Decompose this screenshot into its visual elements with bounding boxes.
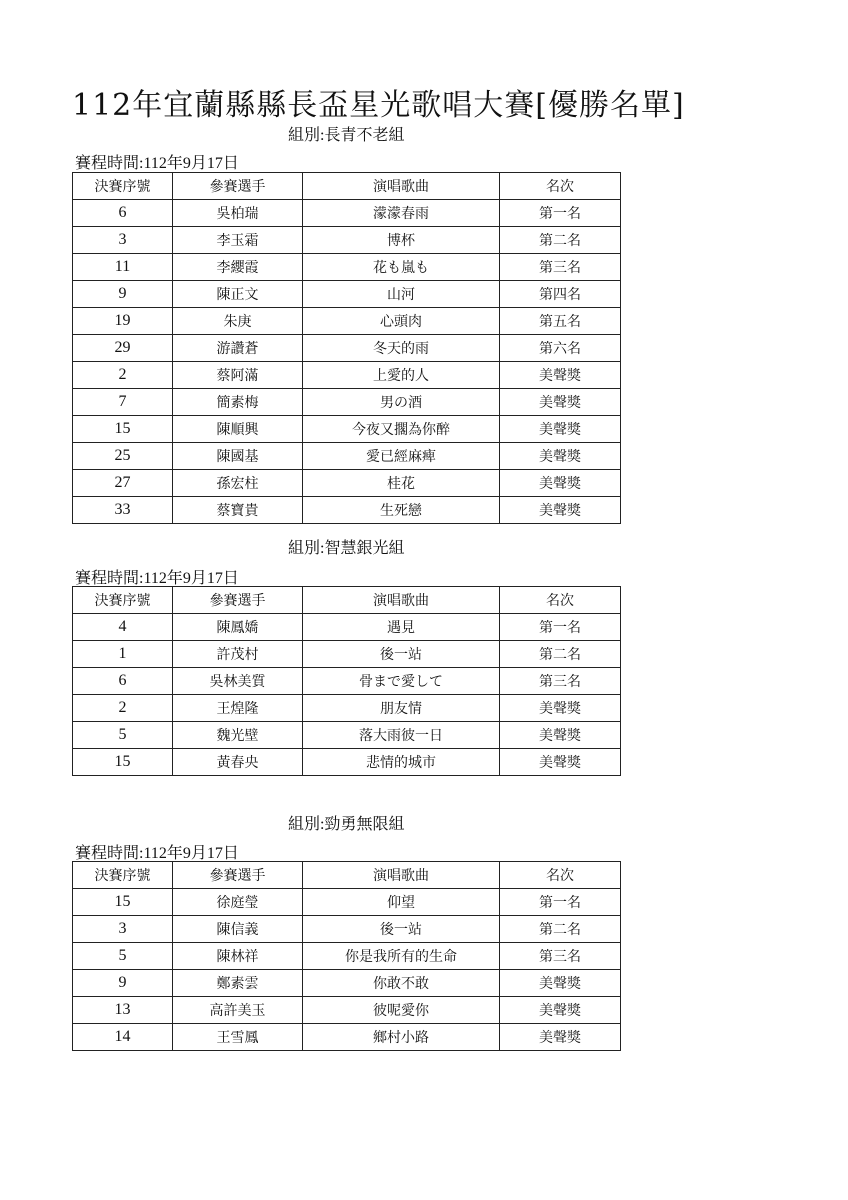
results-table — [72, 172, 621, 524]
results-table — [72, 586, 621, 776]
rank-cell: 第五名 — [500, 308, 621, 335]
rank-cell: 美聲獎 — [500, 416, 621, 443]
final-number-cell: 3 — [73, 227, 173, 254]
contestant-cell: 黃春央 — [173, 749, 303, 776]
group-label: 組別:智慧銀光組 — [288, 540, 405, 557]
table-header-row — [73, 173, 621, 200]
table-row — [73, 335, 621, 362]
contestant-cell: 陳正文 — [173, 281, 303, 308]
final-number-cell: 33 — [73, 497, 173, 524]
rank-cell: 美聲獎 — [500, 497, 621, 524]
contestant-cell: 孫宏柱 — [173, 470, 303, 497]
table-row — [73, 997, 621, 1024]
contestant-cell: 陳鳳嬌 — [173, 614, 303, 641]
table-row — [73, 668, 621, 695]
final-number-cell: 6 — [73, 668, 173, 695]
contestant-cell: 陳順興 — [173, 416, 303, 443]
song-cell: 朋友情 — [303, 695, 500, 722]
song-cell: 今夜又擱為你醉 — [303, 416, 500, 443]
song-cell: 你敢不敢 — [303, 970, 500, 997]
column-header: 演唱歌曲 — [303, 173, 500, 200]
song-cell: 桂花 — [303, 470, 500, 497]
final-number-cell: 13 — [73, 997, 173, 1024]
column-header: 演唱歌曲 — [303, 587, 500, 614]
final-number-cell: 29 — [73, 335, 173, 362]
final-number-cell: 7 — [73, 389, 173, 416]
song-cell: 男の酒 — [303, 389, 500, 416]
song-cell: 遇見 — [303, 614, 500, 641]
table-row — [73, 362, 621, 389]
contestant-cell: 陳林祥 — [173, 943, 303, 970]
final-number-cell: 5 — [73, 943, 173, 970]
column-header: 決賽序號 — [73, 587, 173, 614]
column-header: 名次 — [500, 173, 621, 200]
contestant-cell: 朱庚 — [173, 308, 303, 335]
song-cell: 落大雨彼一日 — [303, 722, 500, 749]
column-header: 參賽選手 — [173, 173, 303, 200]
table-row — [73, 470, 621, 497]
contestant-cell: 鄭素雲 — [173, 970, 303, 997]
rank-cell: 第四名 — [500, 281, 621, 308]
rank-cell: 美聲獎 — [500, 749, 621, 776]
rank-cell: 第一名 — [500, 614, 621, 641]
contestant-cell: 蔡寶貴 — [173, 497, 303, 524]
contestant-cell: 陳國基 — [173, 443, 303, 470]
table-row — [73, 1024, 621, 1051]
song-cell: 心頭肉 — [303, 308, 500, 335]
rank-cell: 第一名 — [500, 889, 621, 916]
contestant-cell: 游讚蒼 — [173, 335, 303, 362]
final-number-cell: 4 — [73, 614, 173, 641]
rank-cell: 第一名 — [500, 200, 621, 227]
contestant-cell: 李玉霜 — [173, 227, 303, 254]
rank-cell: 第三名 — [500, 943, 621, 970]
rank-cell: 美聲獎 — [500, 970, 621, 997]
table-row — [73, 254, 621, 281]
contestant-cell: 許茂村 — [173, 641, 303, 668]
final-number-cell: 19 — [73, 308, 173, 335]
final-number-cell: 15 — [73, 889, 173, 916]
results-table — [72, 861, 621, 1051]
table-row — [73, 200, 621, 227]
song-cell: 悲情的城市 — [303, 749, 500, 776]
song-cell: 冬天的雨 — [303, 335, 500, 362]
final-number-cell: 1 — [73, 641, 173, 668]
song-cell: 生死戀 — [303, 497, 500, 524]
final-number-cell: 14 — [73, 1024, 173, 1051]
song-cell: 花も嵐も — [303, 254, 500, 281]
final-number-cell: 11 — [73, 254, 173, 281]
table-row — [73, 281, 621, 308]
table-row — [73, 749, 621, 776]
group-label: 組別:長青不老組 — [288, 127, 405, 144]
contestant-cell: 陳信義 — [173, 916, 303, 943]
contestant-cell: 吳柏瑞 — [173, 200, 303, 227]
final-number-cell: 25 — [73, 443, 173, 470]
song-cell: 彼呢愛你 — [303, 997, 500, 1024]
song-cell: 鄉村小路 — [303, 1024, 500, 1051]
column-header: 參賽選手 — [173, 862, 303, 889]
table-header-row — [73, 587, 621, 614]
rank-cell: 美聲獎 — [500, 389, 621, 416]
rank-cell: 美聲獎 — [500, 722, 621, 749]
final-number-cell: 15 — [73, 749, 173, 776]
table-row — [73, 641, 621, 668]
table-row — [73, 308, 621, 335]
rank-cell: 美聲獎 — [500, 362, 621, 389]
schedule-text: 賽程時間:112年9月17日 — [75, 570, 239, 587]
song-cell: 愛已經麻痺 — [303, 443, 500, 470]
final-number-cell: 2 — [73, 362, 173, 389]
final-number-cell: 5 — [73, 722, 173, 749]
table-row — [73, 227, 621, 254]
rank-cell: 第二名 — [500, 641, 621, 668]
table-row — [73, 970, 621, 997]
table-row — [73, 695, 621, 722]
table-row — [73, 889, 621, 916]
final-number-cell: 6 — [73, 200, 173, 227]
rank-cell: 第二名 — [500, 916, 621, 943]
song-cell: 後一站 — [303, 641, 500, 668]
rank-cell: 第六名 — [500, 335, 621, 362]
table-row — [73, 389, 621, 416]
schedule-text: 賽程時間:112年9月17日 — [75, 155, 239, 172]
table-row — [73, 416, 621, 443]
contestant-cell: 高許美玉 — [173, 997, 303, 1024]
table-header-row — [73, 862, 621, 889]
song-cell: 仰望 — [303, 889, 500, 916]
rank-cell: 第三名 — [500, 254, 621, 281]
contestant-cell: 簡素梅 — [173, 389, 303, 416]
rank-cell: 美聲獎 — [500, 470, 621, 497]
contestant-cell: 王煌隆 — [173, 695, 303, 722]
rank-cell: 第二名 — [500, 227, 621, 254]
schedule-text: 賽程時間:112年9月17日 — [75, 845, 239, 862]
column-header: 決賽序號 — [73, 862, 173, 889]
table-row — [73, 722, 621, 749]
song-cell: 山河 — [303, 281, 500, 308]
song-cell: 你是我所有的生命 — [303, 943, 500, 970]
contestant-cell: 魏光壁 — [173, 722, 303, 749]
column-header: 名次 — [500, 862, 621, 889]
group-label: 組別:勁勇無限組 — [288, 816, 405, 833]
song-cell: 濛濛春雨 — [303, 200, 500, 227]
final-number-cell: 3 — [73, 916, 173, 943]
column-header: 名次 — [500, 587, 621, 614]
rank-cell: 美聲獎 — [500, 443, 621, 470]
table-row — [73, 497, 621, 524]
rank-cell: 第三名 — [500, 668, 621, 695]
page-title: 112年宜蘭縣縣長盃星光歌唱大賽[優勝名單] — [72, 88, 685, 123]
final-number-cell: 15 — [73, 416, 173, 443]
final-number-cell: 2 — [73, 695, 173, 722]
contestant-cell: 吳林美質 — [173, 668, 303, 695]
table-row — [73, 943, 621, 970]
contestant-cell: 李纓霞 — [173, 254, 303, 281]
final-number-cell: 9 — [73, 281, 173, 308]
contestant-cell: 王雪鳳 — [173, 1024, 303, 1051]
column-header: 演唱歌曲 — [303, 862, 500, 889]
contestant-cell: 蔡阿滿 — [173, 362, 303, 389]
column-header: 決賽序號 — [73, 173, 173, 200]
table-row — [73, 614, 621, 641]
contestant-cell: 徐庭瑩 — [173, 889, 303, 916]
song-cell: 後一站 — [303, 916, 500, 943]
song-cell: 博杯 — [303, 227, 500, 254]
rank-cell: 美聲獎 — [500, 695, 621, 722]
table-row — [73, 443, 621, 470]
final-number-cell: 27 — [73, 470, 173, 497]
table-row — [73, 916, 621, 943]
song-cell: 上愛的人 — [303, 362, 500, 389]
song-cell: 骨まで愛して — [303, 668, 500, 695]
final-number-cell: 9 — [73, 970, 173, 997]
column-header: 參賽選手 — [173, 587, 303, 614]
rank-cell: 美聲獎 — [500, 997, 621, 1024]
rank-cell: 美聲獎 — [500, 1024, 621, 1051]
